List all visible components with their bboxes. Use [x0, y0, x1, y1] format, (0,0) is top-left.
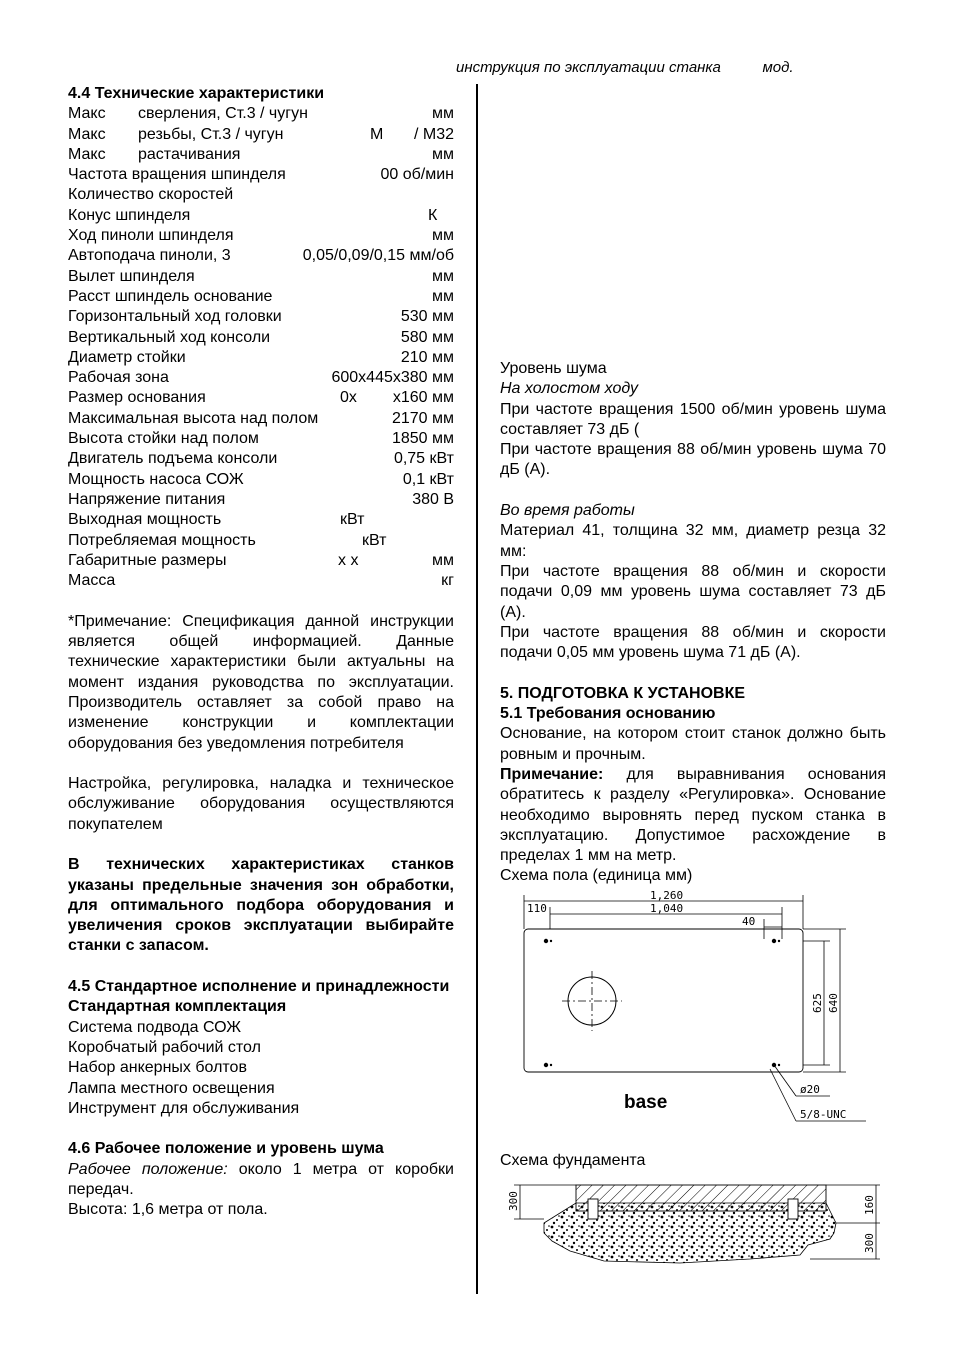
spec-value: мм: [432, 267, 454, 285]
kit-item: Набор анкерных болтов: [68, 1059, 247, 1077]
spec-label: Размер основания: [68, 389, 206, 407]
dim-right-upper: 160: [863, 1195, 876, 1216]
spec-label: Максимальная высота над полом: [68, 409, 319, 427]
note-label: Примечание:: [500, 765, 604, 783]
foundation-requirement: Основание, на котором стоит станок должно быть ровным и прочным.: [500, 725, 886, 763]
spec-label: Частота вращения шпинделя: [68, 166, 286, 184]
kit-item: Система подвода СОЖ: [68, 1018, 242, 1036]
right-column: [500, 359, 886, 1277]
spec-label: Вылет шпинделя: [68, 267, 195, 285]
bold-warning: В технических характеристиках станков указаны предельные значения зон обработки, для оптимального подбора оборудования и увеличения сроков эксплуатации выбирайте станки с запасом.: [68, 856, 454, 955]
spec-row: [68, 490, 454, 510]
spec-label: Выходная мощность: [68, 511, 222, 529]
spec-label: Конус шпинделя: [68, 206, 191, 224]
note-text: для выравнивания основания обратитесь к разделу «Регулировка». Основание необходимо выровнять перед пуском станка в эксплуатацию. Допустимое расхождение в пределах 1 мм на метр.: [500, 765, 886, 865]
spec-label: Потребляемая мощность: [68, 531, 256, 549]
spec-value: 0,75 кВт: [393, 450, 454, 468]
dim-right-lower: 300: [863, 1233, 876, 1254]
spec-mid-value: К: [428, 206, 438, 224]
spec-row: [68, 348, 454, 368]
dim-height-total: 640: [827, 992, 840, 1013]
spec-row: [68, 531, 454, 551]
spec-label: Количество скоростей: [68, 186, 234, 204]
spec-mid-value: 0х: [340, 389, 357, 407]
spec-row: [68, 429, 454, 449]
spec-value: 600х445х380 мм: [331, 369, 454, 387]
spec-note: *Примечание: Спецификация данной инструкции является общей информацией. Данные технические характеристики были актуальны на момент издания руководства по эксплуатации. Производитель оставляет за собой право на изменение конструкции и комплектации оборудования без уведомления потребителя: [68, 612, 454, 752]
spec-label: Мощность насоса СОЖ: [68, 470, 244, 488]
work-label: Во время работы: [500, 502, 635, 520]
spec-mid-value: М: [370, 125, 384, 143]
idle-label: На холостом ходу: [500, 380, 639, 398]
spec-label: Макс: [68, 105, 106, 123]
spec-value: мм: [432, 105, 454, 123]
dim-width-inner: 1,040: [650, 901, 684, 915]
work-noise-1: При частоте вращения 88 об/мин и скорости подачи 0,09 мм уровень шума составляет 73 дБ (А).: [500, 562, 886, 621]
spec-label: Напряжение питания: [68, 490, 226, 508]
left-column: [68, 84, 454, 1221]
column-circle: [568, 977, 616, 1025]
dim-height-inner: 625: [811, 992, 824, 1013]
dim-offset-right: 40: [742, 914, 756, 928]
spec-value: 380 В: [412, 490, 454, 508]
spec-row: [68, 571, 454, 591]
spec-mid-value: х х: [338, 551, 359, 569]
spec-row: [68, 470, 454, 490]
floor-caption: Схема пола (единица мм): [500, 867, 693, 885]
spec-row: [68, 226, 454, 246]
spec-value: кг: [441, 572, 454, 590]
spec-label: Двигатель подъема консоли: [68, 450, 278, 468]
idle-noise-1: При частоте вращения 1500 об/мин уровень шума составляет 73 дБ (: [500, 400, 886, 438]
idle-noise-2: При частоте вращения 88 об/мин уровень шума 70 дБ (А).: [500, 441, 886, 479]
spec-row: [68, 246, 454, 266]
spec-row: [68, 145, 454, 165]
foundation-caption: Схема фундамента: [500, 1151, 646, 1169]
spec-row: [68, 206, 454, 226]
work-position-label: Рабочее положение:: [68, 1160, 228, 1178]
spec-row: [68, 388, 454, 408]
floor-plan-diagram: [500, 889, 880, 1147]
kit-item: Лампа местного освещения: [68, 1079, 275, 1097]
spec-mid-value: кВт: [362, 531, 387, 549]
spec-row: [68, 449, 454, 469]
anchor-bolt-right: [788, 1199, 798, 1219]
spec-label: Вертикальный ход консоли: [68, 328, 271, 346]
spec-row: [68, 125, 454, 145]
spec-row: [68, 368, 454, 388]
spec-value: мм: [432, 551, 454, 569]
spec-label: Масса: [68, 572, 116, 590]
spec-label: Макс: [68, 125, 106, 143]
spec-value: 580 мм: [400, 328, 454, 346]
spec-value: 0,05/0,09/0,15 мм/об: [302, 247, 454, 265]
dim-width-total: 1,260: [650, 888, 684, 902]
dim-hole-diameter: ø20: [800, 1082, 820, 1096]
kit-item: Инструмент для обслуживания: [68, 1099, 300, 1117]
spec-row: [68, 165, 454, 185]
spec-label: Автоподача пиноли, 3: [68, 247, 231, 265]
dim-left-depth: 300: [507, 1191, 520, 1212]
spec-row: [68, 287, 454, 307]
spec-label: Ход пиноли шпинделя: [68, 227, 234, 245]
work-height: Высота: 1,6 метра от пола.: [68, 1201, 268, 1219]
spec-value: 210 мм: [400, 348, 454, 366]
spec-label: Габаритные размеры: [68, 551, 227, 569]
service-note: Настройка, регулировка, наладка и техническое обслуживание оборудования осуществляются покупателем: [68, 775, 454, 833]
section-5-title: 5. ПОДГОТОВКА К УСТАНОВКЕ: [500, 684, 745, 702]
spec-label: Макс: [68, 145, 106, 163]
section-4-6-title: 4.6 Рабочее положение и уровень шума: [68, 1140, 384, 1158]
spec-label-detail: растачивания: [138, 145, 241, 163]
work-material: Материал 41, толщина 32 мм, диаметр резца 32 мм:: [500, 522, 886, 560]
spec-value: 530 мм: [400, 308, 454, 326]
spec-value: мм: [432, 227, 454, 245]
spec-row: [68, 510, 454, 530]
dim-thread: 5/8-UNC: [800, 1107, 847, 1121]
spec-label-detail: сверления, Ст.3 / чугун: [138, 105, 308, 123]
spec-label: Высота стойки над полом: [68, 430, 259, 448]
dim-offset-left: 110: [527, 901, 547, 915]
spec-value: мм: [432, 145, 454, 163]
work-position: [68, 1160, 454, 1201]
spec-label: Рабочая зона: [68, 369, 169, 387]
section-5-1-title: 5.1 Требования основанию: [500, 705, 716, 723]
spec-row: [68, 185, 454, 205]
spec-row: [68, 409, 454, 429]
spec-value: 2170 мм: [391, 409, 454, 427]
anchor-bolt-left: [588, 1199, 598, 1219]
spec-mid-value: кВт: [340, 511, 365, 529]
spec-value: / М32: [413, 125, 454, 143]
spec-value: мм: [432, 287, 454, 305]
section-4-5-title: 4.5 Стандартное исполнение и принадлежности: [68, 978, 450, 996]
spec-label: Диаметр стойки: [68, 348, 186, 366]
spec-list: [68, 104, 454, 591]
bolt-hole-markers: [544, 939, 780, 1067]
spec-row: [68, 267, 454, 287]
work-position-text: около 1 метра от коробки передач.: [68, 1160, 454, 1199]
spec-label: Горизонтальный ход головки: [68, 308, 282, 326]
base-label: base: [624, 1091, 668, 1113]
spec-value: 0,1 кВт: [402, 470, 454, 488]
spec-value: х160 мм: [392, 389, 454, 407]
spec-value: 00 об/мин: [380, 166, 454, 184]
spec-row: [68, 328, 454, 348]
spec-label: Расст шпиндель основание: [68, 287, 273, 305]
section-4-4-title: 4.4 Технические характеристики: [68, 85, 325, 102]
page-header: инструкция по эксплуатации станка мод.: [456, 59, 794, 76]
spec-value: 1850 мм: [391, 430, 454, 448]
noise-title: Уровень шума: [500, 360, 607, 377]
spec-label-detail: резьбы, Ст.3 / чугун: [138, 125, 284, 143]
foundation-diagram: [500, 1175, 880, 1277]
base-outline: [524, 929, 803, 1072]
spec-row: [68, 307, 454, 327]
kit-item: Коробчатый рабочий стол: [68, 1038, 261, 1056]
column-divider: [476, 84, 478, 1294]
spec-row: [68, 104, 454, 124]
spec-row: [68, 551, 454, 571]
work-noise-2: При частоте вращения 88 об/мин и скорости подачи 0,05 мм уровень шума 71 дБ (А).: [500, 623, 886, 662]
leveling-note: [500, 765, 886, 866]
standard-kit-title: Стандартная комплектация: [68, 998, 287, 1016]
